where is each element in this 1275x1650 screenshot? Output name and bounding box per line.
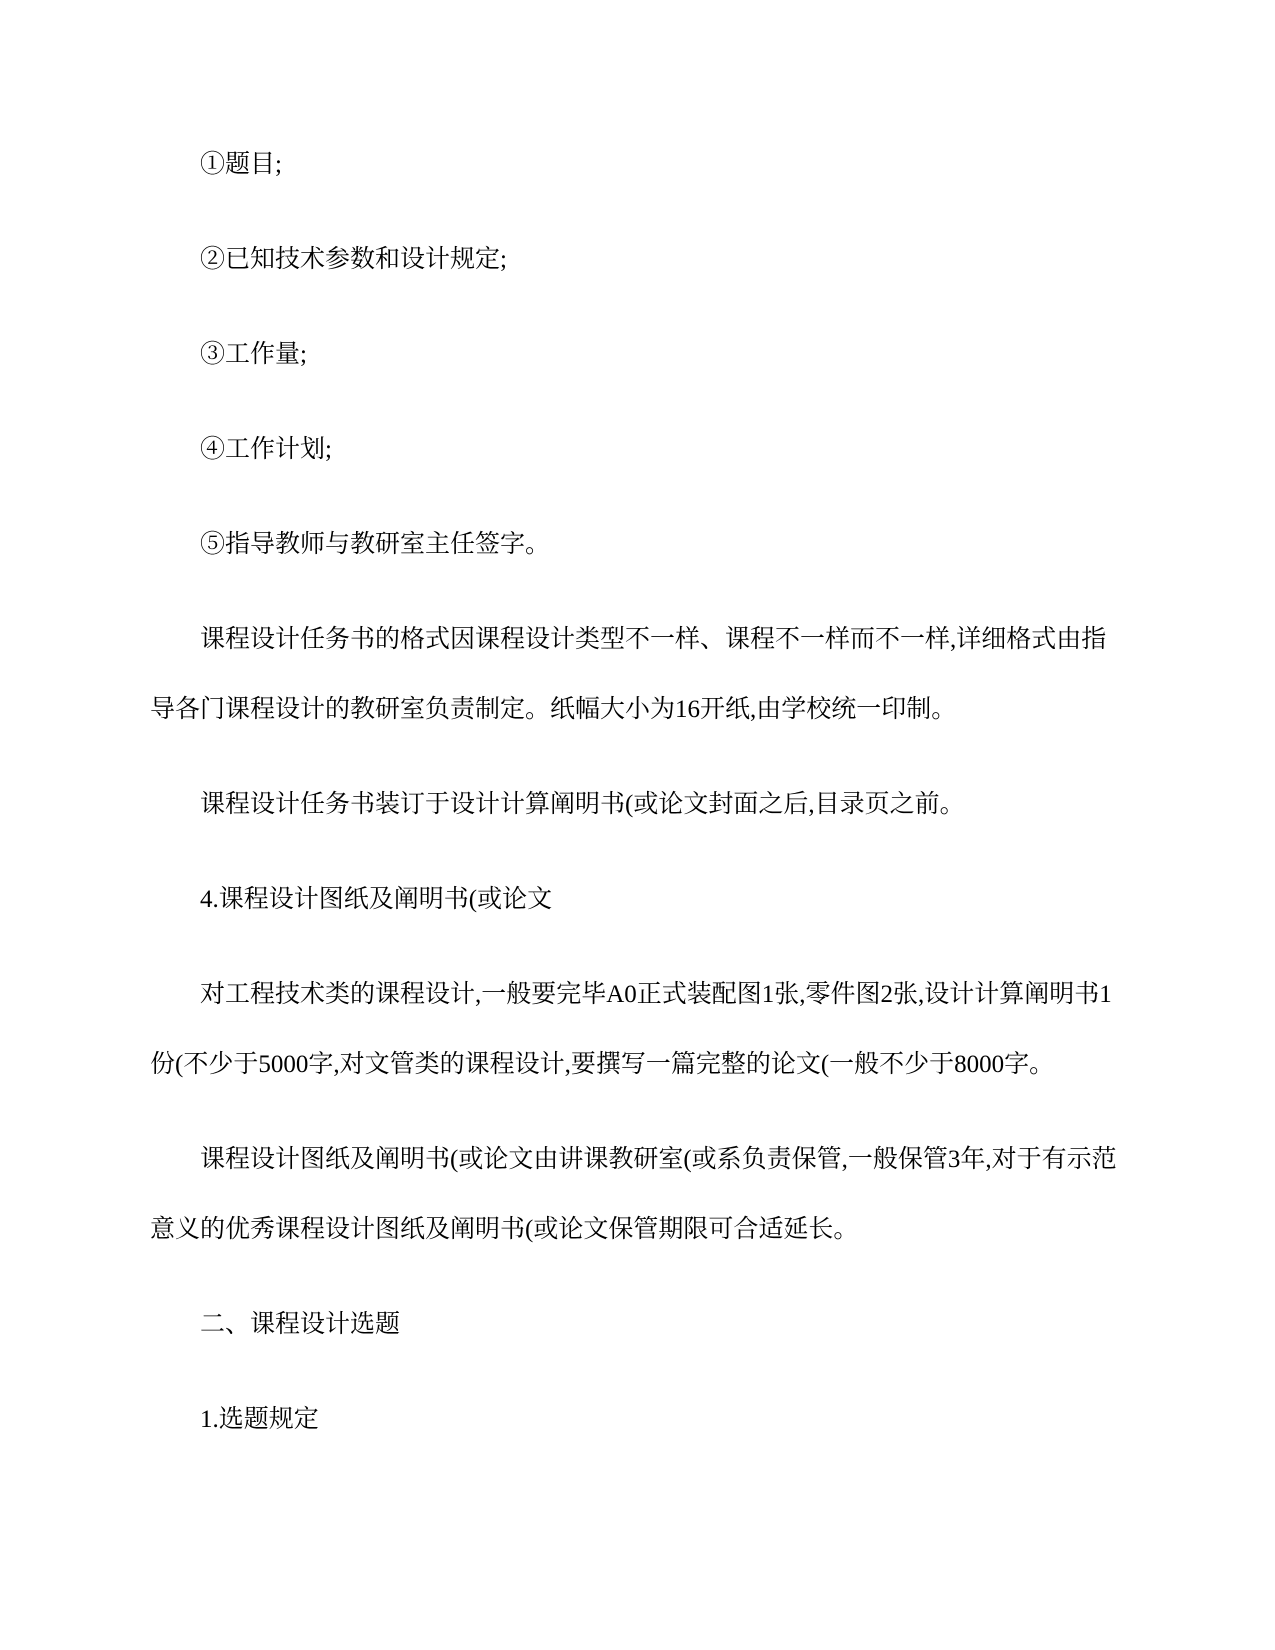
paragraph: ⑤指导教师与教研室主任签字。: [200, 531, 551, 558]
paragraph: ④工作计划;: [200, 436, 332, 463]
document-body: [150, 130, 1120, 1455]
paragraph: 4.课程设计图纸及阐明书(或论文: [200, 886, 553, 913]
paragraph: 二、课程设计选题: [200, 1311, 401, 1338]
paragraph: ①题目;: [200, 151, 282, 178]
paragraph: 课程设计任务书的格式因课程设计类型不一样、课程不一样而不一样,详细格式由指导各门课程设计的教研室负责制定。纸幅大小为16开纸,由学校统一印制。: [150, 626, 1107, 723]
paragraph: 1.选题规定: [200, 1406, 319, 1433]
paragraph: ②已知技术参数和设计规定;: [200, 246, 507, 273]
paragraph: 课程设计图纸及阐明书(或论文由讲课教研室(或系负责保管,一般保管3年,对于有示范意义的优秀课程设计图纸及阐明书(或论文保管期限可合适延长。: [150, 1146, 1117, 1243]
paragraph: 对工程技术类的课程设计,一般要完毕A0正式装配图1张,零件图2张,设计计算阐明书1份(不少于5000字,对文管类的课程设计,要撰写一篇完整的论文(一般不少于8000字。: [150, 981, 1112, 1078]
paragraph: 课程设计任务书装订于设计计算阐明书(或论文封面之后,目录页之前。: [200, 791, 965, 818]
paragraph: ③工作量;: [200, 341, 307, 368]
